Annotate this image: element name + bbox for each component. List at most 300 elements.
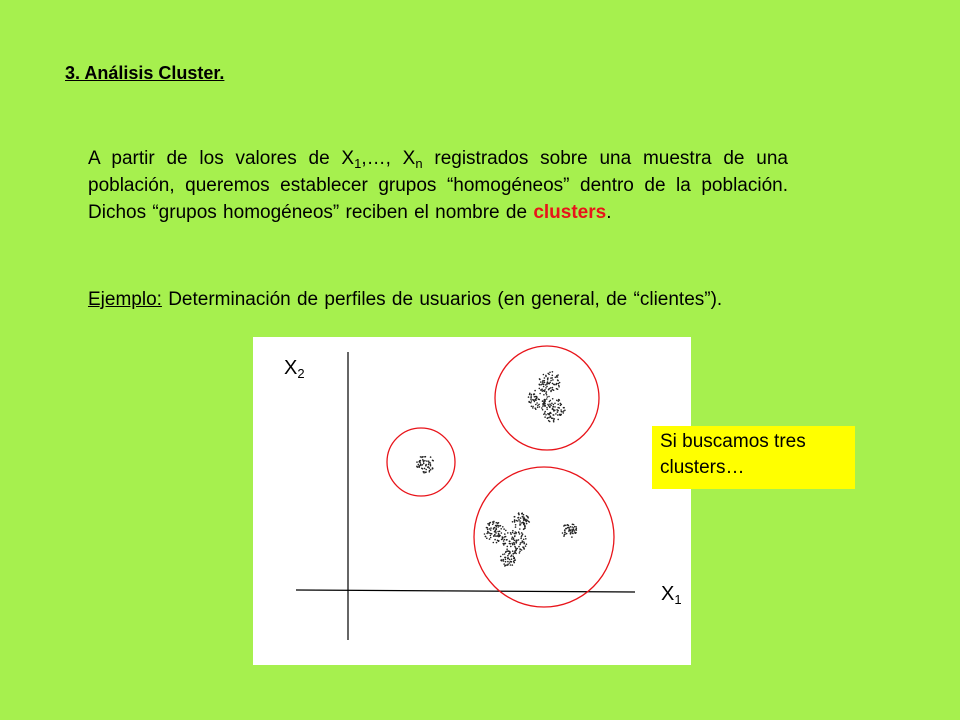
- data-point: [526, 515, 528, 517]
- data-point: [519, 520, 521, 522]
- data-point: [515, 524, 517, 526]
- data-point: [493, 542, 495, 544]
- data-point: [551, 377, 553, 379]
- data-point: [490, 533, 492, 535]
- data-point: [505, 530, 507, 532]
- data-point: [512, 530, 514, 532]
- data-point: [549, 388, 551, 390]
- data-point: [416, 466, 418, 468]
- data-point: [539, 388, 541, 390]
- data-point: [563, 412, 565, 414]
- data-point: [552, 371, 554, 373]
- data-point: [564, 530, 566, 532]
- data-point: [556, 400, 558, 402]
- data-point: [544, 390, 546, 392]
- data-point: [517, 548, 519, 550]
- data-point: [416, 461, 418, 463]
- data-point: [499, 531, 501, 533]
- data-point: [425, 471, 427, 473]
- data-point: [546, 386, 548, 388]
- data-point: [521, 522, 523, 524]
- data-point: [519, 552, 521, 554]
- data-point: [424, 468, 426, 470]
- data-point: [495, 535, 497, 537]
- data-point: [534, 401, 536, 403]
- data-point: [553, 421, 555, 423]
- data-point: [563, 407, 565, 409]
- data-point: [570, 530, 572, 532]
- data-point: [504, 553, 506, 555]
- data-point: [542, 390, 544, 392]
- data-point: [419, 465, 421, 467]
- data-point: [560, 403, 562, 405]
- data-point: [532, 406, 534, 408]
- slide-title: 3. Análisis Cluster.: [65, 63, 225, 83]
- data-point: [576, 529, 578, 531]
- data-point: [512, 564, 514, 566]
- data-point: [419, 460, 421, 462]
- data-point: [569, 529, 571, 531]
- cluster-circle: [474, 467, 614, 607]
- data-point: [424, 456, 426, 458]
- data-point: [524, 525, 526, 527]
- data-point: [500, 528, 502, 530]
- data-point: [537, 407, 539, 409]
- data-point: [514, 540, 516, 542]
- data-point: [550, 413, 552, 415]
- data-point: [515, 542, 517, 544]
- data-point: [542, 381, 544, 383]
- cluster-diagram-svg: [253, 337, 691, 665]
- data-point: [527, 517, 529, 519]
- data-point: [544, 411, 546, 413]
- data-point: [422, 456, 424, 458]
- data-point: [548, 396, 550, 398]
- data-point: [550, 405, 552, 407]
- data-point: [485, 536, 487, 538]
- data-point: [555, 413, 557, 415]
- data-point: [556, 383, 558, 385]
- data-point: [565, 525, 567, 527]
- data-point: [492, 524, 494, 526]
- data-point: [514, 536, 516, 538]
- data-point: [548, 420, 550, 422]
- data-point: [525, 519, 527, 521]
- data-point: [507, 555, 509, 557]
- intro-text-d: .: [606, 202, 612, 223]
- data-point: [512, 538, 514, 540]
- data-point: [552, 414, 554, 416]
- data-point: [509, 559, 511, 561]
- data-point: [543, 386, 545, 388]
- data-point: [428, 460, 430, 462]
- data-point: [522, 541, 524, 543]
- data-point: [512, 544, 514, 546]
- data-point: [545, 376, 547, 378]
- data-point: [515, 531, 517, 533]
- data-point: [570, 532, 572, 534]
- data-point: [430, 456, 432, 458]
- data-point: [561, 411, 563, 413]
- data-point: [502, 559, 504, 561]
- data-point: [545, 384, 547, 386]
- data-point: [504, 539, 506, 541]
- data-point: [497, 531, 499, 533]
- data-point: [495, 530, 497, 532]
- data-point: [554, 384, 556, 386]
- data-point: [523, 516, 525, 518]
- data-point: [513, 542, 515, 544]
- data-point: [560, 414, 562, 416]
- data-point: [544, 416, 546, 418]
- data-point: [514, 546, 516, 548]
- data-point: [429, 467, 431, 469]
- data-point: [523, 547, 525, 549]
- data-point: [543, 384, 545, 386]
- data-point: [528, 396, 530, 398]
- data-point: [547, 396, 549, 398]
- data-point: [533, 393, 535, 395]
- data-point: [543, 374, 545, 376]
- intro-text-c: registrados sobre una muestra de una población, queremos establecer grupos “homogéneos” dentro de la población. Dichos “grupos homogéneos” reciben el nombre de: [88, 148, 788, 223]
- data-point: [497, 525, 499, 527]
- data-point: [535, 398, 537, 400]
- data-point: [499, 535, 501, 537]
- data-point: [541, 383, 543, 385]
- data-point: [554, 418, 556, 420]
- data-point: [495, 525, 497, 527]
- callout-box: [652, 426, 855, 489]
- data-point: [539, 406, 541, 408]
- data-point: [509, 562, 511, 564]
- data-point: [510, 546, 512, 548]
- data-point: [498, 536, 500, 538]
- data-point: [554, 406, 556, 408]
- data-point: [576, 528, 578, 530]
- data-point: [557, 374, 559, 376]
- data-point: [488, 532, 490, 534]
- clusters-highlight: clusters: [533, 202, 607, 223]
- data-point: [540, 381, 542, 383]
- data-point: [573, 527, 575, 529]
- data-point: [564, 410, 566, 412]
- data-point: [512, 550, 514, 552]
- data-point: [512, 521, 514, 523]
- data-point: [558, 385, 560, 387]
- data-point: [519, 544, 521, 546]
- data-point: [489, 528, 491, 530]
- data-point: [424, 460, 426, 462]
- data-point: [529, 394, 531, 396]
- data-point: [502, 537, 504, 539]
- x-axis-letter: X: [661, 583, 675, 605]
- data-point: [512, 536, 514, 538]
- data-point: [557, 419, 559, 421]
- y-axis-letter: X: [284, 357, 298, 379]
- data-point: [418, 464, 420, 466]
- data-point: [546, 391, 548, 393]
- data-point: [509, 541, 511, 543]
- data-points: [416, 371, 577, 567]
- data-point: [509, 552, 511, 554]
- data-point: [428, 464, 430, 466]
- data-point: [544, 382, 546, 384]
- data-point: [573, 524, 575, 526]
- data-point: [505, 561, 507, 563]
- data-point: [511, 555, 513, 557]
- data-point: [515, 526, 517, 528]
- data-point: [427, 466, 429, 468]
- data-point: [544, 380, 546, 382]
- data-point: [514, 552, 516, 554]
- data-point: [496, 522, 498, 524]
- data-point: [557, 379, 559, 381]
- data-point: [520, 549, 522, 551]
- data-point: [520, 524, 522, 526]
- data-point: [525, 538, 527, 540]
- data-point: [507, 561, 509, 563]
- data-point: [506, 548, 508, 550]
- x-axis: [296, 590, 635, 592]
- data-point: [525, 536, 527, 538]
- data-point: [504, 533, 506, 535]
- data-point: [505, 559, 507, 561]
- data-point: [542, 405, 544, 407]
- data-point: [507, 532, 509, 534]
- data-point: [490, 529, 492, 531]
- data-point: [422, 464, 424, 466]
- cluster-circle: [495, 346, 599, 450]
- data-point: [551, 403, 553, 405]
- data-point: [506, 539, 508, 541]
- x-axis-sub: 1: [674, 592, 682, 607]
- data-point: [488, 524, 490, 526]
- data-point: [520, 538, 522, 540]
- data-point: [547, 377, 549, 379]
- data-point: [534, 407, 536, 409]
- data-point: [505, 551, 507, 553]
- y-axis-sub: 2: [297, 366, 305, 381]
- intro-paragraph: [88, 145, 788, 226]
- data-point: [547, 404, 549, 406]
- data-point: [519, 522, 521, 524]
- data-point: [425, 464, 427, 466]
- data-point: [531, 400, 533, 402]
- data-point: [513, 556, 515, 558]
- data-point: [550, 415, 552, 417]
- data-point: [514, 559, 516, 561]
- data-point: [544, 399, 546, 401]
- data-point: [550, 380, 552, 382]
- data-point: [546, 407, 548, 409]
- data-point: [548, 374, 550, 376]
- data-point: [503, 528, 505, 530]
- data-point: [528, 401, 530, 403]
- data-point: [496, 542, 498, 544]
- data-point: [569, 527, 571, 529]
- data-point: [514, 516, 516, 518]
- data-point: [545, 393, 547, 395]
- data-point: [553, 389, 555, 391]
- data-point: [559, 382, 561, 384]
- data-point: [550, 387, 552, 389]
- data-point: [556, 409, 558, 411]
- data-point: [521, 536, 523, 538]
- data-point: [490, 537, 492, 539]
- data-point: [523, 520, 525, 522]
- data-point: [521, 532, 523, 534]
- data-point: [501, 560, 503, 562]
- data-point: [539, 378, 541, 380]
- data-point: [553, 404, 555, 406]
- data-point: [503, 563, 505, 565]
- data-point: [510, 564, 512, 566]
- data-point: [530, 398, 532, 400]
- data-point: [529, 521, 531, 523]
- data-point: [519, 533, 521, 535]
- data-point: [530, 402, 532, 404]
- data-point: [523, 523, 525, 525]
- data-point: [534, 390, 536, 392]
- data-point: [556, 376, 558, 378]
- data-point: [521, 513, 523, 515]
- data-point: [548, 417, 550, 419]
- data-point: [511, 561, 513, 563]
- callout-line-2: clusters…: [660, 457, 745, 478]
- data-point: [522, 533, 524, 535]
- data-point: [550, 390, 552, 392]
- data-point: [549, 401, 551, 403]
- data-point: [515, 540, 517, 542]
- data-point: [548, 383, 550, 385]
- data-point: [501, 532, 503, 534]
- data-point: [522, 516, 524, 518]
- data-point: [523, 514, 525, 516]
- data-point: [536, 402, 538, 404]
- data-point: [514, 533, 516, 535]
- data-point: [503, 560, 505, 562]
- data-point: [518, 519, 520, 521]
- data-point: [571, 526, 573, 528]
- data-point: [503, 540, 505, 542]
- data-point: [505, 557, 507, 559]
- data-point: [559, 407, 561, 409]
- data-point: [556, 388, 558, 390]
- data-point: [425, 469, 427, 471]
- data-point: [420, 464, 422, 466]
- data-point: [493, 527, 495, 529]
- intro-text-b: ,…, X: [361, 148, 416, 169]
- data-point: [509, 543, 511, 545]
- data-point: [574, 530, 576, 532]
- data-point: [557, 404, 559, 406]
- data-point: [514, 520, 516, 522]
- data-point: [510, 532, 512, 534]
- data-point: [558, 383, 560, 385]
- data-point: [507, 546, 509, 548]
- subscript-n: n: [415, 156, 423, 171]
- data-point: [430, 469, 432, 471]
- data-point: [420, 456, 422, 458]
- data-point: [505, 536, 507, 538]
- data-point: [518, 539, 520, 541]
- data-point: [545, 387, 547, 389]
- data-point: [518, 532, 520, 534]
- data-point: [539, 384, 541, 386]
- data-point: [422, 459, 424, 461]
- data-point: [523, 529, 525, 531]
- data-point: [432, 468, 434, 470]
- data-point: [548, 414, 550, 416]
- data-point: [501, 539, 503, 541]
- data-point: [497, 526, 499, 528]
- data-point: [422, 468, 424, 470]
- data-point: [566, 528, 568, 530]
- data-point: [541, 407, 543, 409]
- data-point: [493, 535, 495, 537]
- data-point: [566, 533, 568, 535]
- data-point: [553, 406, 555, 408]
- data-point: [554, 403, 556, 405]
- data-point: [542, 400, 544, 402]
- data-point: [564, 533, 566, 535]
- data-point: [546, 394, 548, 396]
- data-point: [430, 465, 432, 467]
- data-point: [499, 525, 501, 527]
- data-point: [518, 546, 520, 548]
- data-point: [526, 543, 528, 545]
- data-point: [531, 406, 533, 408]
- data-point: [564, 531, 566, 533]
- data-point: [490, 527, 492, 529]
- data-point: [525, 545, 527, 547]
- data-point: [500, 556, 502, 558]
- data-point: [505, 564, 507, 566]
- data-point: [493, 521, 495, 523]
- cluster-circle: [387, 428, 455, 496]
- data-point: [539, 393, 541, 395]
- data-point: [543, 394, 545, 396]
- callout-line-1: Si buscamos tres: [660, 431, 806, 452]
- data-point: [497, 535, 499, 537]
- data-point: [571, 536, 573, 538]
- data-point: [432, 460, 434, 462]
- data-point: [546, 409, 548, 411]
- data-point: [423, 472, 425, 474]
- data-point: [560, 405, 562, 407]
- data-point: [552, 383, 554, 385]
- example-paragraph: [88, 286, 788, 313]
- data-point: [538, 404, 540, 406]
- data-point: [426, 460, 428, 462]
- data-point: [423, 463, 425, 465]
- cluster-diagram: [253, 337, 691, 665]
- data-point: [519, 551, 521, 553]
- data-point: [494, 531, 496, 533]
- data-point: [518, 517, 520, 519]
- data-point: [487, 527, 489, 529]
- data-point: [484, 533, 486, 535]
- data-point: [530, 395, 532, 397]
- data-point: [530, 397, 532, 399]
- intro-text-a: A partir de los valores de X: [88, 148, 355, 169]
- data-point: [430, 463, 432, 465]
- data-point: [520, 542, 522, 544]
- data-point: [574, 532, 576, 534]
- data-point: [573, 529, 575, 531]
- y-axis-label: [284, 357, 305, 380]
- data-point: [542, 409, 544, 411]
